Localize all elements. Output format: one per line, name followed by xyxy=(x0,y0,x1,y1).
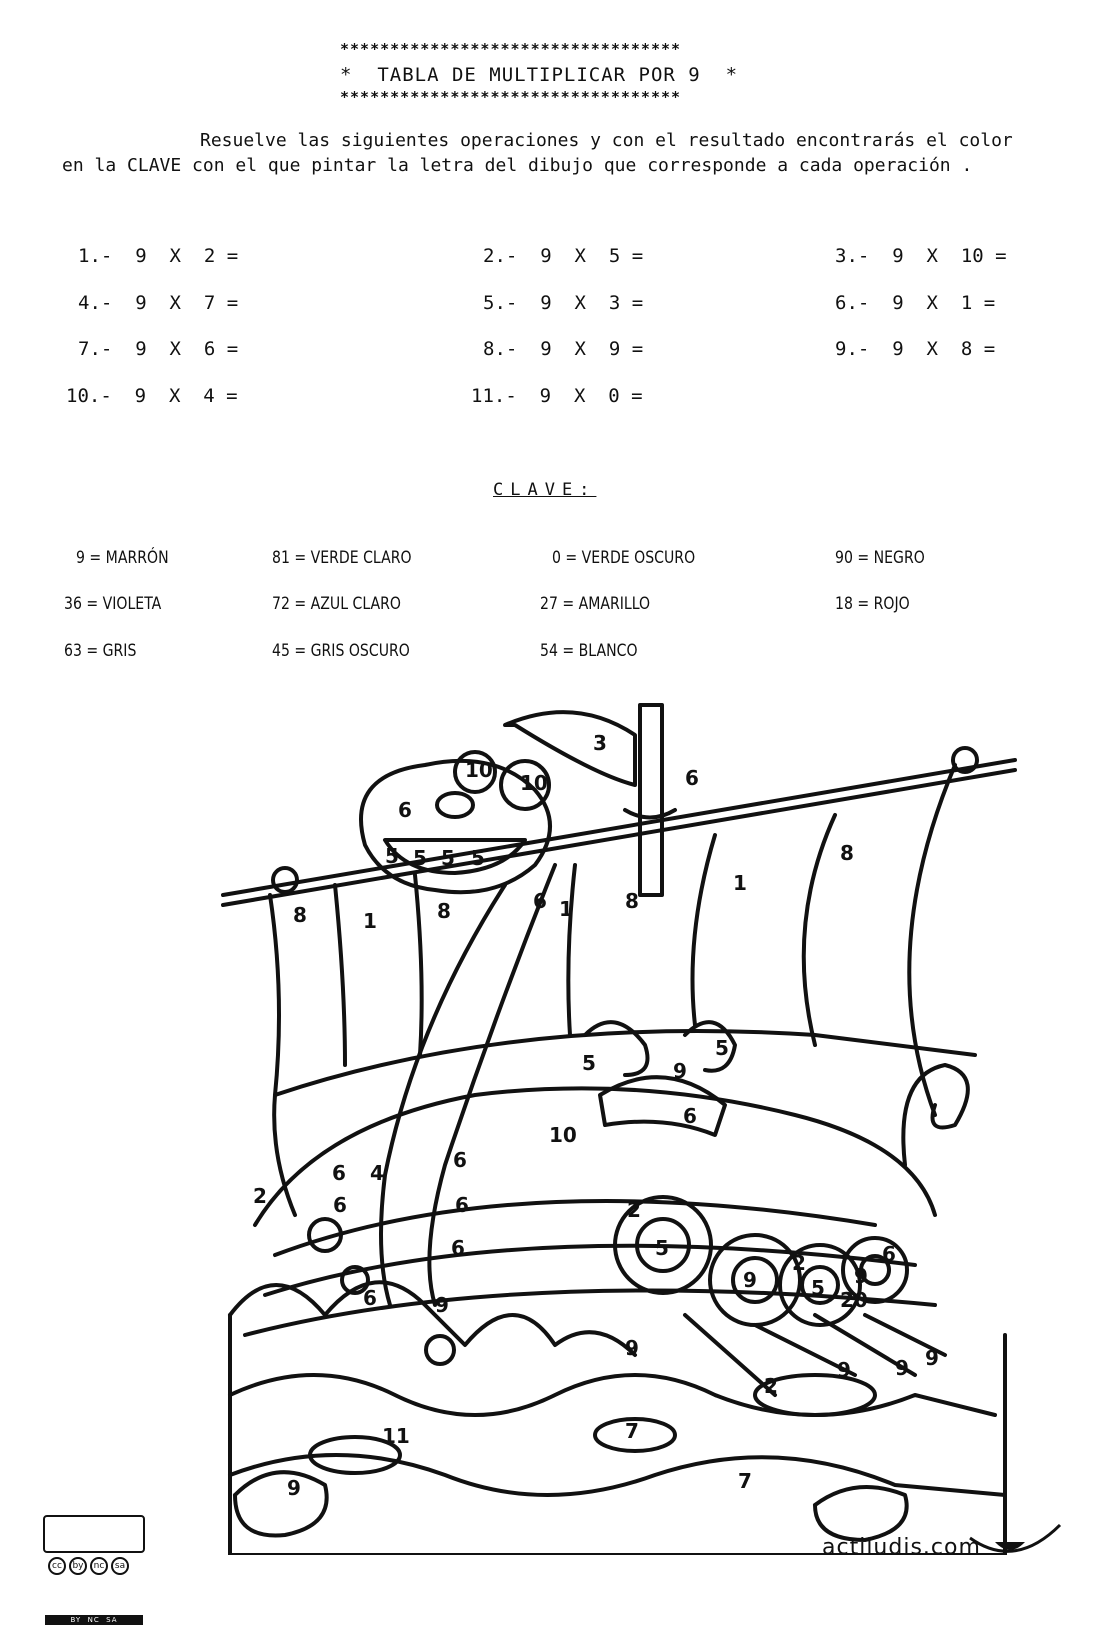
drawing-number-label: 11 xyxy=(382,1424,410,1448)
drawing-number-label: 8 xyxy=(840,841,854,865)
drawing-number-label: 2 xyxy=(627,1198,641,1222)
drawing-number-label: 2 xyxy=(792,1251,806,1275)
header-stars-top: ********************************** xyxy=(340,40,682,58)
operation-7: 7.- 9 X 6 = xyxy=(78,338,239,360)
smile-logo-icon xyxy=(965,1520,1065,1560)
clave-entry: 9 = MARRÓN xyxy=(76,548,169,568)
clave-entry: 36 = VIOLETA xyxy=(64,594,162,614)
drawing-number-label: 6 xyxy=(455,1193,469,1217)
drawing-number-label: 5 xyxy=(715,1036,729,1060)
clave-entry: 63 = GRIS xyxy=(64,641,137,661)
drawing-number-label: 3 xyxy=(593,731,607,755)
drawing-number-label: 5 xyxy=(811,1276,825,1300)
drawing-number-label: 9 xyxy=(925,1346,939,1370)
drawing-number-label: 8 xyxy=(437,899,451,923)
drawing-number-label: 5 xyxy=(582,1051,596,1075)
operation-11: 11.- 9 X 0 = xyxy=(471,385,643,407)
page-title: * TABLA DE MULTIPLICAR POR 9 * xyxy=(340,64,739,86)
drawing-number-label: 9 xyxy=(673,1059,687,1083)
instructions-line-2: en la CLAVE con el que pintar la letra del dibujo que corresponde a cada operación . xyxy=(62,155,973,176)
drawing-number-label: 9 xyxy=(625,1336,639,1360)
drawing-number-label: 5 xyxy=(413,846,427,870)
clave-entry: 90 = NEGRO xyxy=(835,548,925,568)
drawing-number-label: 5 xyxy=(655,1236,669,1260)
drawing-number-label: 9 xyxy=(895,1356,909,1380)
sa-icon: sa xyxy=(111,1557,129,1575)
operation-5: 5.- 9 X 3 = xyxy=(483,292,644,314)
drawing-number-label: 6 xyxy=(332,1161,346,1185)
drawing-number-label: 6 xyxy=(683,1104,697,1128)
drawing-number-label: 6 xyxy=(685,766,699,790)
clave-entry: 0 = VERDE OSCURO xyxy=(552,548,696,568)
drawing-number-label: 6 xyxy=(398,798,412,822)
drawing-number-label: 1 xyxy=(733,871,747,895)
drawing-number-label: 10 xyxy=(520,771,548,795)
clave-entry: 54 = BLANCO xyxy=(540,641,638,661)
drawing-number-label: 9 xyxy=(743,1268,757,1292)
drawing-number-label: 5 xyxy=(471,846,485,870)
drawing-number-label: 9 xyxy=(287,1476,301,1500)
drawing-number-label: 6 xyxy=(533,889,547,913)
by-icon: by xyxy=(69,1557,87,1575)
drawing-number-label: 8 xyxy=(293,903,307,927)
drawing-number-label: 10 xyxy=(465,758,493,782)
clave-entry: 72 = AZUL CLARO xyxy=(272,594,401,614)
drawing-number-label: 10 xyxy=(549,1123,577,1147)
drawing-number-label: 5 xyxy=(385,844,399,868)
viking-ship-drawing xyxy=(215,695,1045,1555)
operation-8: 8.- 9 X 9 = xyxy=(483,338,644,360)
header-stars-bottom: ********************************** xyxy=(340,88,682,106)
drawing-number-label: 4 xyxy=(370,1161,384,1185)
clave-entry: 81 = VERDE CLARO xyxy=(272,548,412,568)
operation-2: 2.- 9 X 5 = xyxy=(483,245,644,267)
drawing-number-label: 9 xyxy=(854,1264,868,1288)
drawing-number-label: 5 xyxy=(441,846,455,870)
drawing-number-label: 1 xyxy=(559,897,573,921)
operation-10: 10.- 9 X 4 = xyxy=(66,385,238,407)
drawing-number-label: 2 xyxy=(764,1374,778,1398)
clave-entry: 27 = AMARILLO xyxy=(540,594,651,614)
drawing-number-label: 2 xyxy=(253,1184,267,1208)
operation-6: 6.- 9 X 1 = xyxy=(835,292,996,314)
operation-3: 3.- 9 X 10 = xyxy=(835,245,1007,267)
operation-9: 9.- 9 X 8 = xyxy=(835,338,996,360)
drawing-number-label: 1 xyxy=(363,909,377,933)
clave-title: CLAVE: xyxy=(493,480,597,500)
creative-commons-badge xyxy=(43,1515,145,1624)
drawing-number-label: 9 xyxy=(837,1358,851,1382)
operation-1: 1.- 9 X 2 = xyxy=(78,245,239,267)
operation-4: 4.- 9 X 7 = xyxy=(78,292,239,314)
license-text: BY NC SA xyxy=(45,1615,143,1625)
drawing-number-label: 9 xyxy=(435,1293,449,1317)
drawing-number-label: 6 xyxy=(363,1286,377,1310)
drawing-number-label: 6 xyxy=(882,1242,896,1266)
drawing-number-label: 6 xyxy=(453,1148,467,1172)
drawing-number-label: 7 xyxy=(625,1419,639,1443)
drawing-number-label: 20 xyxy=(840,1288,868,1312)
drawing-number-label: 6 xyxy=(333,1193,347,1217)
clave-entry: 18 = ROJO xyxy=(835,594,910,614)
brand-logo: actiludis.com xyxy=(822,1535,981,1560)
cc-icon: cc xyxy=(48,1557,66,1575)
drawing-number-label: 7 xyxy=(738,1469,752,1493)
clave-entry: 45 = GRIS OSCURO xyxy=(272,641,410,661)
instructions-line-1: Resuelve las siguientes operaciones y con el resultado encontrarás el color xyxy=(200,130,1013,151)
drawing-number-label: 6 xyxy=(451,1236,465,1260)
nc-icon: nc xyxy=(90,1557,108,1575)
drawing-number-label: 8 xyxy=(625,889,639,913)
